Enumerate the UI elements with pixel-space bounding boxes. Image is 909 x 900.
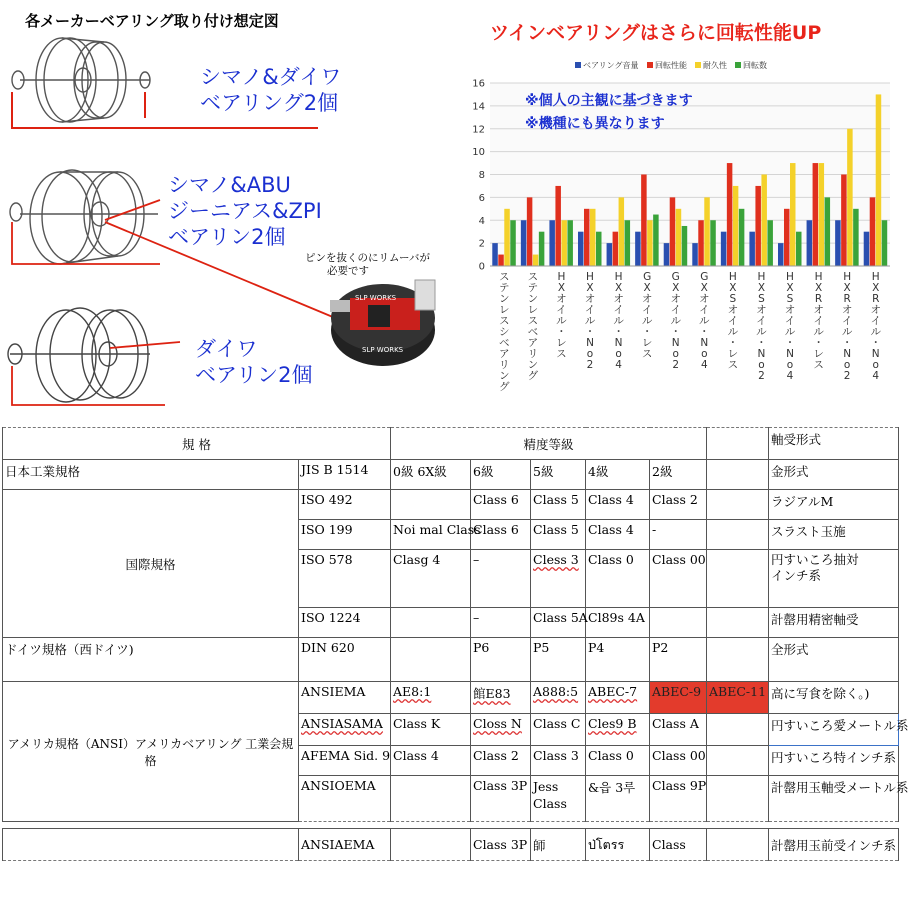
bar: [847, 129, 853, 266]
table-cell: [707, 746, 769, 776]
bar: [635, 232, 641, 266]
y-tick-label: 10: [472, 147, 485, 159]
bearing-chart-panel: [465, 0, 900, 415]
cell-line: 円すいころ抽対: [771, 552, 859, 567]
bar: [596, 232, 602, 266]
table-cell: 4級: [586, 460, 650, 490]
bar: [710, 220, 716, 266]
table-row: [3, 682, 899, 714]
table-cell: [391, 776, 471, 822]
table-cell: Class 0: [586, 550, 650, 608]
x-tick-label: H X R オイル・レス: [813, 271, 824, 371]
table-cell: AE8:1: [391, 682, 471, 714]
spool-1-label-line: シマノ&ダイワ: [200, 65, 342, 89]
bar: [664, 243, 670, 266]
bearing-precision-table-tail: [2, 828, 899, 861]
table-cell: Class 3P: [471, 829, 531, 861]
table-cell: ABEC-9: [650, 682, 707, 714]
table-cell: 国際規格: [3, 490, 299, 638]
bar: [549, 220, 555, 266]
bar: [607, 243, 613, 266]
spool-3-label-line: ダイワ: [195, 337, 258, 361]
spool-3-label-line: ベアリン2個: [195, 363, 313, 387]
table-cell: スラスト玉施: [769, 520, 899, 550]
bar: [619, 197, 625, 266]
callout-line: ピンを抜くのにリムーバが: [305, 252, 430, 264]
table-cell: Cl89s 4A: [586, 608, 650, 638]
table-cell: -: [650, 520, 707, 550]
table-cell: [707, 776, 769, 822]
table-cell: 全形式: [769, 638, 899, 682]
table-cell: [3, 829, 299, 861]
spool-3-drawing: [8, 308, 150, 402]
legend-swatch: [735, 62, 741, 68]
table-cell: Class 00: [650, 746, 707, 776]
bar: [841, 175, 847, 267]
table-cell: ANSIAEMA: [299, 829, 391, 861]
tool-brand-text: SLP WORKS: [355, 294, 397, 302]
bar: [578, 232, 584, 266]
table-cell: Class 5A: [531, 608, 586, 638]
bar: [882, 220, 888, 266]
bar: [567, 220, 573, 266]
bearing-installation-panel: [0, 0, 470, 415]
table-row: [3, 638, 899, 682]
table-cell: [391, 608, 471, 638]
bar: [625, 220, 631, 266]
table-cell: ป่โตรร: [586, 829, 650, 861]
table-cell: 5級: [531, 460, 586, 490]
table-cell: Closs N: [471, 714, 531, 746]
y-tick-label: 16: [472, 78, 485, 90]
cell-line: Jess: [533, 779, 559, 794]
table-cell: [707, 714, 769, 746]
table-cell: ABEC-11: [707, 682, 769, 714]
table-cell: &읍 3루: [586, 776, 650, 822]
y-tick-label: 0: [478, 261, 485, 273]
x-tick-label: H X S オイル・ N o 2: [756, 271, 767, 382]
x-tick-label: H X オイル・ N o 2: [584, 271, 596, 371]
bar: [749, 232, 755, 266]
table-cell: P4: [586, 638, 650, 682]
table-cell: Class 6: [471, 490, 531, 520]
table-cell: 精度等級: [391, 428, 707, 460]
bar: [807, 220, 813, 266]
bar: [733, 186, 739, 266]
bar: [521, 220, 527, 266]
bar: [653, 215, 659, 266]
table-cell: [707, 608, 769, 638]
remover-callout: [305, 252, 430, 278]
bar: [755, 186, 761, 266]
table-cell: Clasg 4: [391, 550, 471, 608]
spool-2-drawing: [10, 170, 158, 264]
cell-line: インチ系: [771, 568, 822, 583]
table-cell: Cles9 B: [586, 714, 650, 746]
spool-1-label-line: ベアリング2個: [200, 91, 339, 115]
x-tick-label: H X S オイル・ N o 4: [784, 271, 796, 382]
table-cell: [707, 520, 769, 550]
bar: [692, 243, 698, 266]
bar: [704, 197, 710, 266]
table-cell: JIS B 1514: [299, 460, 391, 490]
table-cell: Class A: [650, 714, 707, 746]
spool-2-label: [168, 172, 322, 250]
table-cell: 2級: [650, 460, 707, 490]
table-cell: 師: [531, 829, 586, 861]
y-tick-label: 8: [478, 170, 485, 181]
table-cell: [531, 776, 586, 822]
x-tick-label: H X オイル・ N o 4: [613, 271, 624, 371]
bar: [853, 209, 859, 266]
table-cell: 0級 6X級: [391, 460, 471, 490]
x-tick-label: G X オイル・レス: [641, 271, 653, 360]
table-cell: Class 4: [391, 746, 471, 776]
table-row: [3, 490, 899, 520]
table-cell: 円すいころ特インチ系: [769, 746, 899, 776]
legend-label: 回転性能: [655, 61, 687, 70]
table-cell: Class 4: [586, 520, 650, 550]
bar: [784, 209, 790, 266]
table-cell: ISO 1224: [299, 608, 391, 638]
table-cell: DIN 620: [299, 638, 391, 682]
bar: [555, 186, 561, 266]
table-cell: ANSIASAMA: [299, 714, 391, 746]
x-tick-label: ステンレスシベアリング: [499, 271, 510, 393]
table-cell: 6級: [471, 460, 531, 490]
table-cell: [707, 428, 769, 460]
bar: [796, 232, 802, 266]
table-cell: 計罄用精密軸受: [769, 608, 899, 638]
bar: [870, 197, 876, 266]
y-tick-label: 12: [472, 124, 485, 136]
bar: [721, 232, 727, 266]
x-tick-label: G X オイル・ N o 4: [699, 271, 710, 371]
bar: [676, 209, 682, 266]
bar: [527, 197, 533, 266]
x-tick-label: H X R オイル・ N o 2: [841, 271, 853, 382]
bar: [590, 209, 596, 266]
bar: [825, 197, 831, 266]
bar: [813, 163, 819, 266]
table-cell: Class 9P: [650, 776, 707, 822]
table-cell: ANSIEMA: [299, 682, 391, 714]
table-cell: ドイツ規格（西ドイツ): [3, 638, 299, 682]
table-cell: Cless 3: [531, 550, 586, 608]
callout-line: 必要です: [327, 265, 369, 277]
table-cell: 円すいころ愛メートル系: [769, 714, 899, 746]
table-cell: Class 2: [650, 490, 707, 520]
tool-brand-text-2: SLP WORKS: [362, 346, 404, 354]
table-cell: Class 5: [531, 490, 586, 520]
bar: [533, 255, 539, 266]
bar: [739, 209, 745, 266]
table-cell: [769, 550, 899, 608]
y-tick-label: 4: [478, 215, 485, 227]
x-tick-label: G X オイル・ N o 2: [670, 271, 681, 371]
x-tick-label: ステンレスベアリング: [527, 271, 539, 382]
table-row: [3, 829, 899, 861]
table-cell: アメリカ規格（ANSI）アメリカベアリング 工業会規格: [3, 682, 299, 822]
legend-swatch: [695, 62, 701, 68]
bar: [647, 220, 653, 266]
table-cell: [391, 829, 471, 861]
table-cell: Class 3P: [471, 776, 531, 822]
bar: [670, 197, 676, 266]
table-cell: 規 格: [3, 428, 391, 460]
bar: [584, 209, 590, 266]
legend-swatch: [575, 62, 581, 68]
bar: [698, 220, 704, 266]
table-cell: [707, 490, 769, 520]
table-cell: [391, 490, 471, 520]
spool-2-label-line: ベアリン2個: [168, 225, 286, 249]
x-tick-label: H X S オイル・レス: [727, 271, 739, 371]
bar: [864, 232, 870, 266]
bearing-precision-table: [2, 427, 909, 822]
table-cell: [391, 638, 471, 682]
table-cell: ISO 578: [299, 550, 391, 608]
bar: [778, 243, 784, 266]
table-cell: P5: [531, 638, 586, 682]
table-cell: Class 00: [650, 550, 707, 608]
table-cell: A888:5: [531, 682, 586, 714]
table-cell: Class C: [531, 714, 586, 746]
bar: [539, 232, 545, 266]
table-cell: AFEMA Sid. 9: [299, 746, 391, 776]
table-cell: –: [471, 550, 531, 608]
bar: [819, 163, 825, 266]
panel-title: 各メーカーベアリング取り付け想定図: [25, 12, 279, 30]
table-cell: [707, 829, 769, 861]
chart-note: ※機種にも異なります: [525, 116, 665, 132]
y-tick-label: 14: [472, 101, 485, 113]
y-tick-label: 2: [478, 238, 485, 250]
table-cell: [650, 608, 707, 638]
table-cell: Class 2: [471, 746, 531, 776]
spool-2-label-line: ジーニアス&ZPI: [168, 199, 322, 223]
table-cell: 館E83: [471, 682, 531, 714]
bar: [561, 220, 567, 266]
spool-1-drawing: [12, 38, 150, 122]
bar: [727, 163, 733, 266]
table-cell: ABEC-7: [586, 682, 650, 714]
bar: [492, 243, 498, 266]
bar: [641, 175, 647, 267]
table-cell: P2: [650, 638, 707, 682]
bar: [876, 94, 882, 266]
table-cell: Class: [650, 829, 707, 861]
table-cell: 軸受形式: [769, 428, 899, 460]
spool-3-label: [195, 336, 313, 388]
table-cell: [707, 638, 769, 682]
bar: [498, 255, 504, 266]
chart-title: ツインベアリングはさらに回転性能UP: [490, 22, 822, 44]
table-cell: [707, 460, 769, 490]
bar: [613, 232, 619, 266]
chart-note: ※個人の主観に基づきます: [525, 93, 693, 109]
table-cell: Class K: [391, 714, 471, 746]
table-cell: –: [471, 608, 531, 638]
table-cell: 金形式: [769, 460, 899, 490]
bar: [790, 163, 796, 266]
table-cell: ラジアルM: [769, 490, 899, 520]
table-cell: ANSIOEMA: [299, 776, 391, 822]
bar: [767, 220, 773, 266]
table-cell: 高に写食を除く。): [769, 682, 899, 714]
table-cell: [707, 550, 769, 608]
bar-chart: [465, 0, 900, 415]
cell-line: Class: [533, 796, 567, 811]
spool-1-label: [200, 64, 341, 116]
bar: [761, 175, 767, 267]
legend-label: ベアリング音量: [583, 61, 639, 70]
table-header-row: [3, 428, 899, 460]
x-tick-label: H X R オイル・ N o 4: [870, 271, 881, 382]
bar: [835, 220, 841, 266]
table-cell: Class 4: [586, 490, 650, 520]
table-cell: Class 0: [586, 746, 650, 776]
table-cell: 計罄用玉軸受メートル系: [769, 776, 899, 822]
table-cell: ISO 199: [299, 520, 391, 550]
bar: [504, 209, 510, 266]
table-cell: Noi mal Class: [391, 520, 471, 550]
legend-swatch: [647, 62, 653, 68]
table-cell: Class 6: [471, 520, 531, 550]
table-cell: 計罄用玉前受インチ系: [769, 829, 899, 861]
spool-2-label-line: シマノ&ABU: [168, 173, 291, 197]
table-cell: Class 3: [531, 746, 586, 776]
legend-label: 回転数: [743, 61, 767, 70]
table-cell: ISO 492: [299, 490, 391, 520]
table-cell: P6: [471, 638, 531, 682]
x-tick-label: H X オイル・レス: [556, 271, 567, 360]
legend-label: 耐久性: [703, 61, 727, 70]
bar: [682, 226, 688, 266]
y-tick-label: 6: [478, 192, 485, 204]
table-row: [3, 460, 899, 490]
table-cell: Class 5: [531, 520, 586, 550]
table-cell: 日本工業規格: [3, 460, 299, 490]
bar: [510, 220, 516, 266]
